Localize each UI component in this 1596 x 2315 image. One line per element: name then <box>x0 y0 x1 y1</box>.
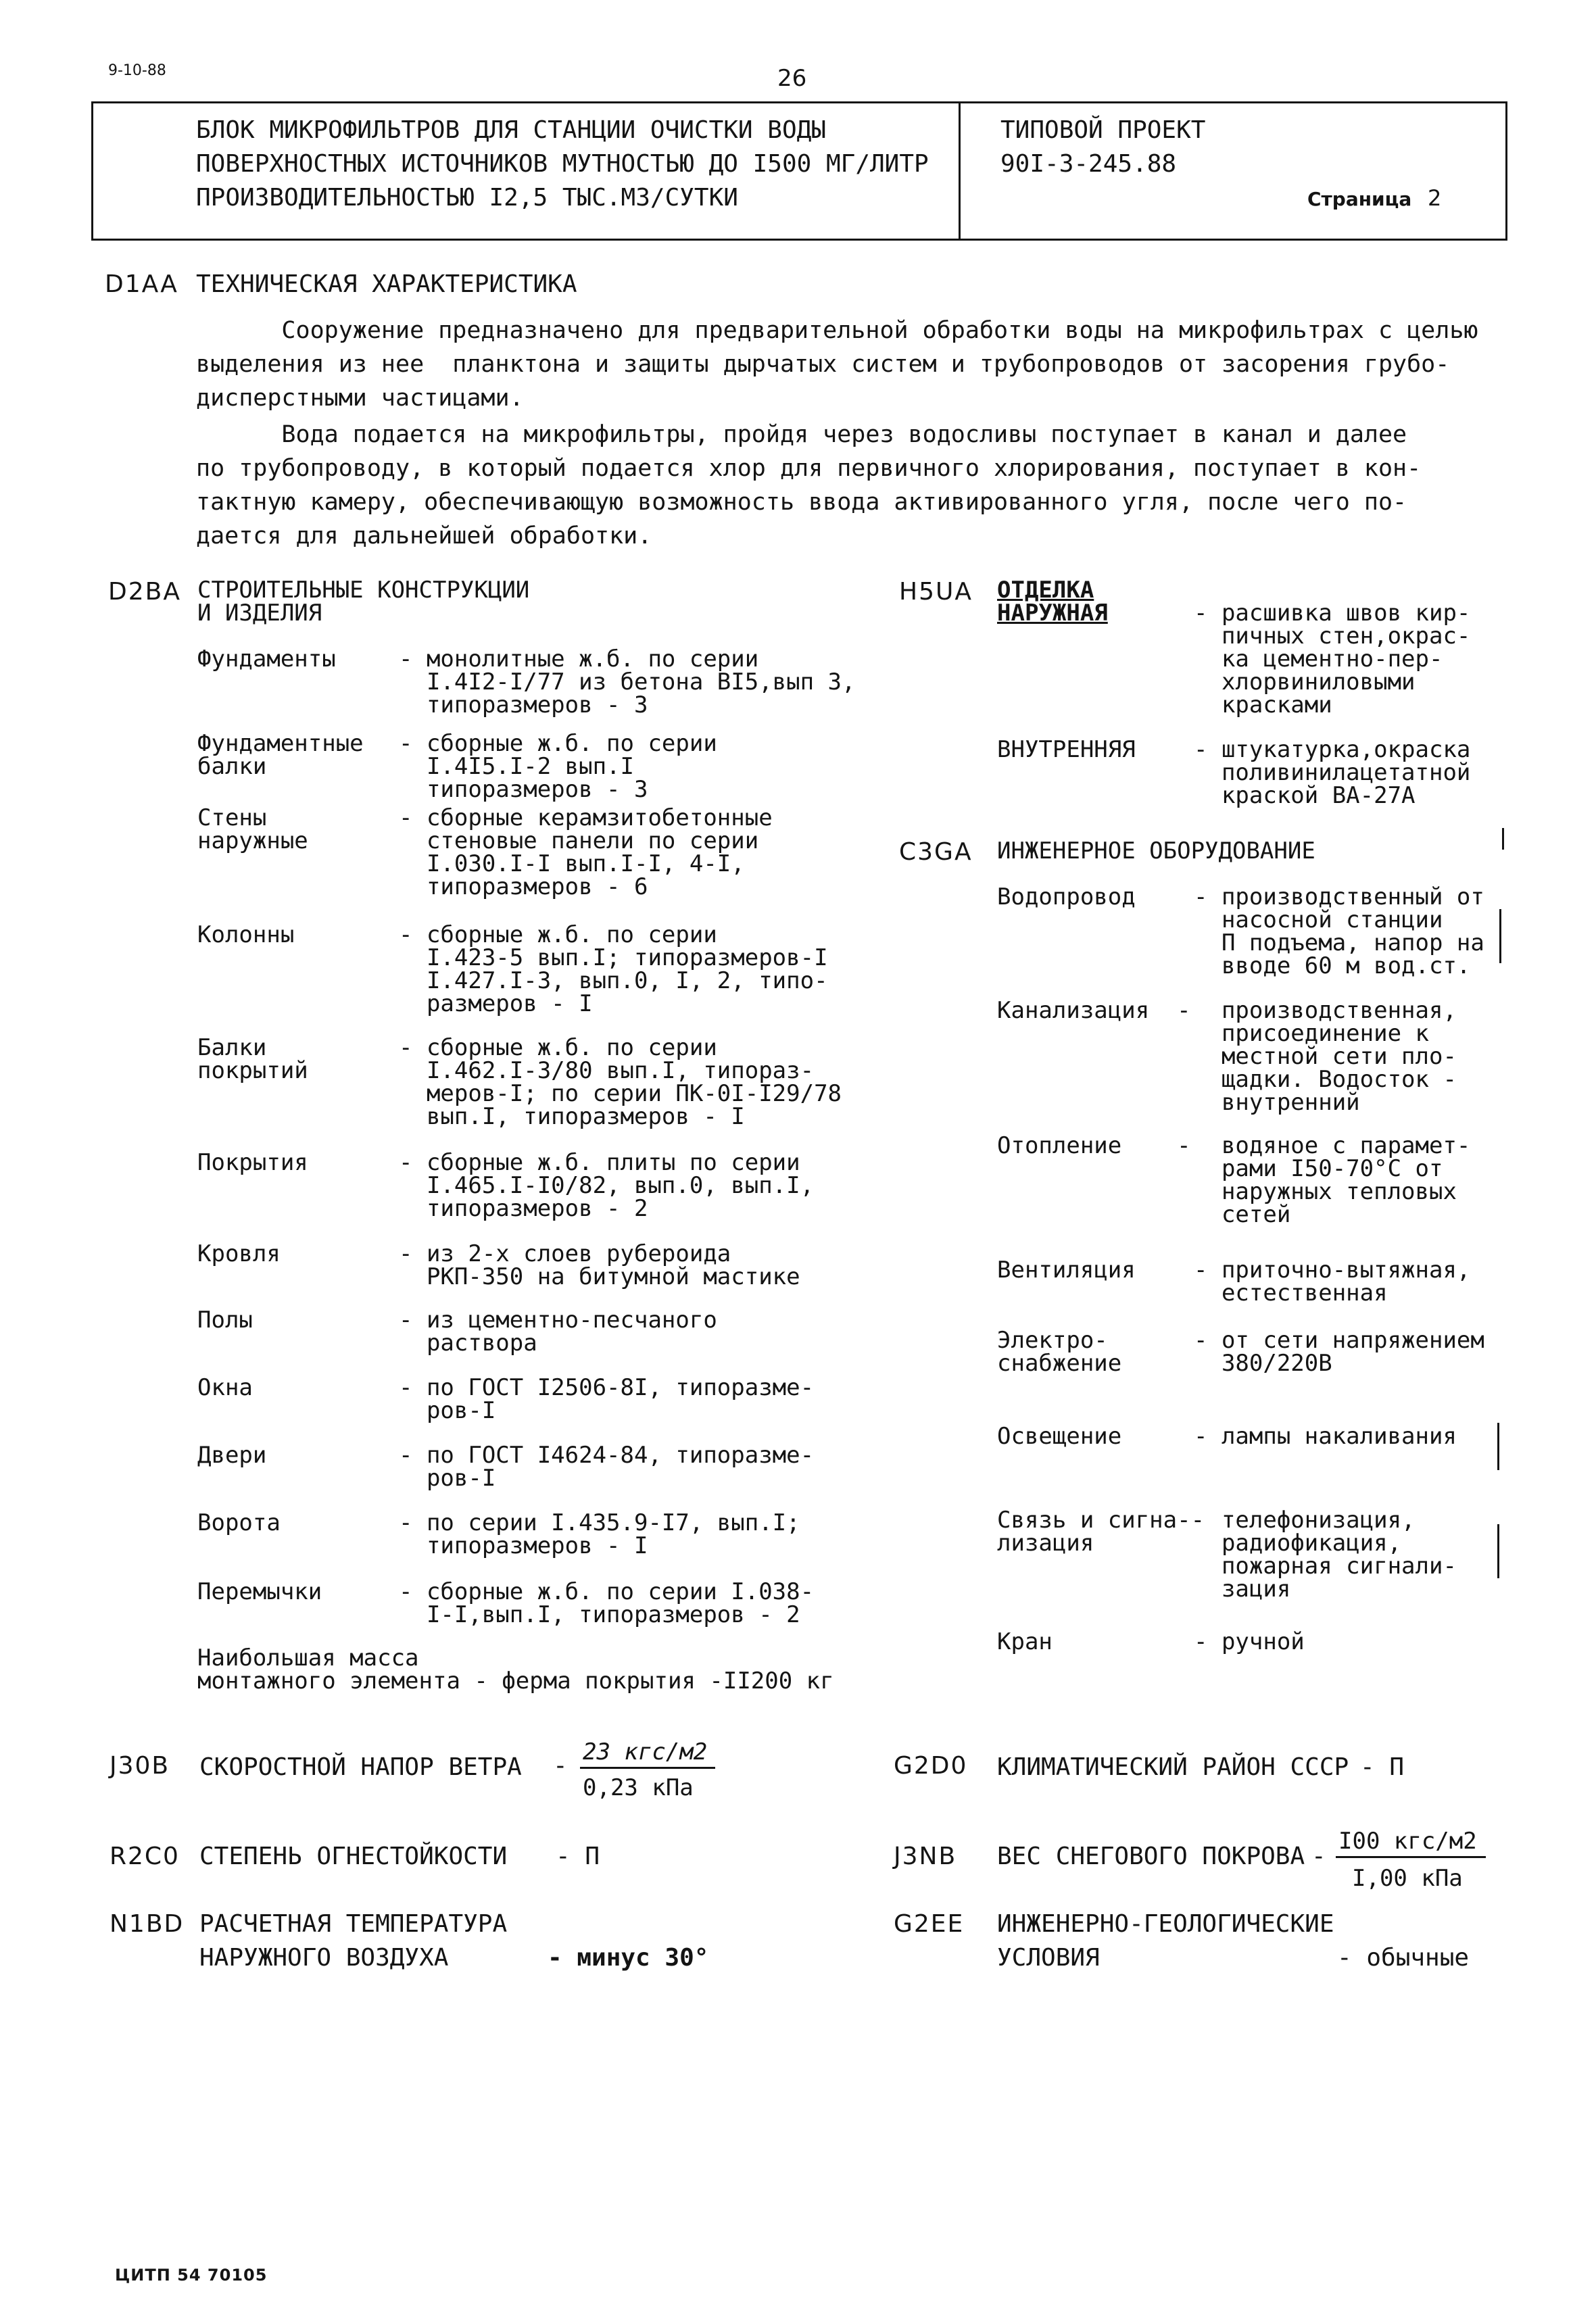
page-label: Страница <box>1307 188 1412 210</box>
geology-value: - обычные <box>1337 1944 1470 1972</box>
eng-name-water-supply: Водопровод <box>997 883 1136 910</box>
item-value-doors: - по ГОСТ I4624-84, типоразме- ров-I <box>399 1442 815 1492</box>
item-value-columns: - сборные ж.б. по серии I.423-5 вып.I; типоразмеров-I I.427.I-3, вып.0, I, 2, типо- размеров - I <box>399 921 828 1017</box>
eng-name-power: Электро- снабжение <box>997 1327 1122 1377</box>
fire-label: СТЕПЕНЬ ОГНЕСТОЙКОСТИ <box>199 1843 508 1870</box>
item-name-gates: Ворота <box>197 1509 281 1536</box>
title-line-2: ПОВЕРХНОСТНЫХ ИСТОЧНИКОВ МУТНОСТЬЮ ДО I500 МГ/ЛИТР <box>196 150 929 178</box>
snow-label: ВЕС СНЕГОВОГО ПОКРОВА <box>997 1843 1305 1870</box>
wind-label: СКОРОСТНОЙ НАПОР ВЕТРА <box>199 1753 522 1781</box>
temperature-code: N1BD <box>110 1910 185 1938</box>
wind-fraction-line <box>580 1767 715 1769</box>
corner-date: 9-10-88 <box>108 62 166 79</box>
snow-dash: - <box>1311 1843 1326 1870</box>
eng-name-ventilation: Вентиляция <box>997 1257 1136 1284</box>
fire-code: R2C0 <box>110 1843 180 1870</box>
wind-dash: - <box>553 1752 568 1780</box>
tech-title: ТЕХНИЧЕСКАЯ ХАРАКТЕРИСТИКА <box>196 270 577 298</box>
climate-code: G2D0 <box>894 1752 968 1780</box>
item-name-doors: Двери <box>197 1442 267 1469</box>
item-name-columns: Колонны <box>197 921 295 948</box>
item-value-floors: - из цементно-песчаного раствора <box>399 1307 717 1357</box>
title-line-1: БЛОК МИКРОФИЛЬТРОВ ДЛЯ СТАНЦИИ ОЧИСТКИ ВОДЫ <box>196 116 826 144</box>
tech-code: D1AA <box>105 270 178 298</box>
project-number: 90I-3-245.88 <box>1000 150 1177 178</box>
eng-name-heating: Отопление - <box>997 1132 1191 1159</box>
item-name-roof-beams: Балки покрытий <box>197 1034 308 1084</box>
item-value-walls: - сборные керамзитобетонные стеновые панели по серии I.030.I-I вып.I-I, 4-I, типоразмеров - 6 <box>399 804 773 900</box>
finishing-exterior-value: - расшивка швов кир- пичных стен,окрас- ка цементно-пер- хлорвиниловыми красками <box>1194 600 1471 718</box>
title-line-3: ПРОИЗВОДИТЕЛЬНОСТЬЮ I2,5 ТЫС.М3/СУТКИ <box>196 184 738 212</box>
item-name-lintels: Перемычки <box>197 1578 322 1605</box>
fire-value: - П <box>556 1843 600 1870</box>
snow-code: J3NB <box>894 1843 957 1870</box>
construction-title: СТРОИТЕЛЬНЫЕ КОНСТРУКЦИИ И ИЗДЕЛИЯ <box>197 577 530 627</box>
item-value-roofing: - из 2-х слоев рубероида РКП-350 на битумной мастике <box>399 1240 800 1290</box>
finishing-interior-value: - штукатурка,окраска поливинилацетатной краской ВА-27А <box>1194 736 1471 809</box>
item-value-foundation-beams: - сборные ж.б. по серии I.4I5.I-2 вып.I типоразмеров - 3 <box>399 730 717 803</box>
eng-name-lighting: Освещение <box>997 1423 1122 1450</box>
item-value-foundations: - монолитные ж.б. по серии I.4I2-I/77 из бетона BI5,вып 3, типоразмеров - 3 <box>399 645 856 718</box>
page-number: 26 <box>777 65 807 92</box>
margin-mark <box>1499 909 1501 963</box>
geology-code: G2EE <box>894 1910 965 1938</box>
eng-value-communication: телефонизация, радиофикация, пожарная сигнали- зация <box>1221 1507 1457 1603</box>
wind-code: J30B <box>110 1752 170 1780</box>
item-name-foundation-beams: Фундаментные балки <box>197 730 364 780</box>
eng-value-heating: водяное с парамет- рами I50-70°С от наружных тепловых сетей <box>1221 1132 1471 1228</box>
margin-mark <box>1497 1423 1499 1470</box>
engineering-code: C3GA <box>899 838 973 866</box>
title-block-bottom <box>91 239 1505 241</box>
margin-mark <box>1497 1524 1499 1578</box>
finishing-title: ОТДЕЛКА НАРУЖНАЯ <box>997 577 1108 627</box>
item-name-windows: Окна <box>197 1374 253 1401</box>
footer-code: ЦИТП 54 70105 <box>115 2266 268 2285</box>
wind-numerator: 23 кгс/м2 <box>583 1738 708 1765</box>
snow-denominator: I,00 кПа <box>1352 1865 1463 1892</box>
eng-name-communication: Связь и сигна-- лизация <box>997 1507 1205 1557</box>
margin-mark <box>1502 828 1504 850</box>
tech-paragraph-2: Вода подается на микрофильтры, пройдя через водосливы поступает в канал и далее по трубопроводу, в который подается хлор для первичного хлорирования, поступает в кон- тактную камеру, обеспечивающую возможность ввода активированного угля, после чего по- дается для дальнейшей обработки. <box>196 421 1422 550</box>
item-name-floors: Полы <box>197 1307 253 1334</box>
item-value-roof-beams: - сборные ж.б. по серии I.462.I-3/80 вып.I, типораз- меров-I; по серии ПК-0I-I29/78 вып.I, типоразмеров - I <box>399 1034 842 1130</box>
item-name-foundations: Фундаменты <box>197 645 336 673</box>
temperature-value: - минус 30° <box>548 1944 709 1972</box>
wind-denominator: 0,23 кПа <box>583 1774 694 1801</box>
temperature-label: РАСЧЕТНАЯ ТЕМПЕРАТУРА НАРУЖНОГО ВОЗДУХА <box>199 1910 508 1972</box>
climate-value: - П <box>1360 1753 1405 1781</box>
page-value: 2 <box>1428 185 1442 211</box>
eng-value-sewerage: производственная, присоединение к местной сети пло- щадки. Водосток - внутренний <box>1221 997 1457 1116</box>
item-value-windows: - по ГОСТ I2506-8I, типоразме- ров-I <box>399 1374 815 1424</box>
construction-code: D2BA <box>108 578 181 606</box>
eng-value-water-supply: - производственный от насосной станции П подъема, напор на вводе 60 м вод.ст. <box>1194 883 1484 979</box>
eng-name-crane: Кран <box>997 1628 1053 1655</box>
finishing-code: H5UA <box>899 578 973 606</box>
eng-value-lighting: - лампы накаливания <box>1194 1423 1457 1450</box>
snow-fraction-line <box>1336 1856 1486 1858</box>
max-mass: Наибольшая масса монтажного элемента - ферма покрытия -II200 кг <box>197 1644 834 1695</box>
item-name-walls: Стены наружные <box>197 804 308 854</box>
snow-numerator: I00 кгс/м2 <box>1338 1828 1477 1855</box>
eng-value-ventilation: - приточно-вытяжная, естественная <box>1194 1257 1471 1307</box>
title-block-divider <box>959 101 961 241</box>
item-value-gates: - по серии I.435.9-I7, вып.I; типоразмеров - I <box>399 1509 800 1559</box>
tech-paragraph-1: Сооружение предназначено для предварительной обработки воды на микрофильтрах с целью выделения из нее планктона и защиты дырчатых систем и трубопроводов от засорения грубо- дисперстными частицами. <box>196 317 1478 412</box>
eng-name-sewerage: Канализация - <box>997 997 1191 1024</box>
item-name-roofing: Кровля <box>197 1240 281 1267</box>
item-name-coverings: Покрытия <box>197 1149 308 1176</box>
climate-label: КЛИМАТИЧЕСКИЙ РАЙОН СССР <box>997 1753 1349 1781</box>
item-value-coverings: - сборные ж.б. плиты по серии I.465.I-I0/82, вып.0, вып.I, типоразмеров - 2 <box>399 1149 815 1222</box>
engineering-title: ИНЖЕНЕРНОЕ ОБОРУДОВАНИЕ <box>997 837 1315 864</box>
item-value-lintels: - сборные ж.б. по серии I.038- I-I,вып.I, типоразмеров - 2 <box>399 1578 815 1628</box>
project-label: ТИПОВОЙ ПРОЕКТ <box>1000 116 1206 144</box>
finishing-interior-label: ВНУТРЕННЯЯ <box>997 736 1136 763</box>
eng-value-crane: - ручной <box>1194 1628 1305 1655</box>
geology-label: ИНЖЕНЕРНО-ГЕОЛОГИЧЕСКИЕ УСЛОВИЯ <box>997 1910 1334 1972</box>
eng-value-power: - от сети напряжением 380/220В <box>1194 1327 1484 1377</box>
